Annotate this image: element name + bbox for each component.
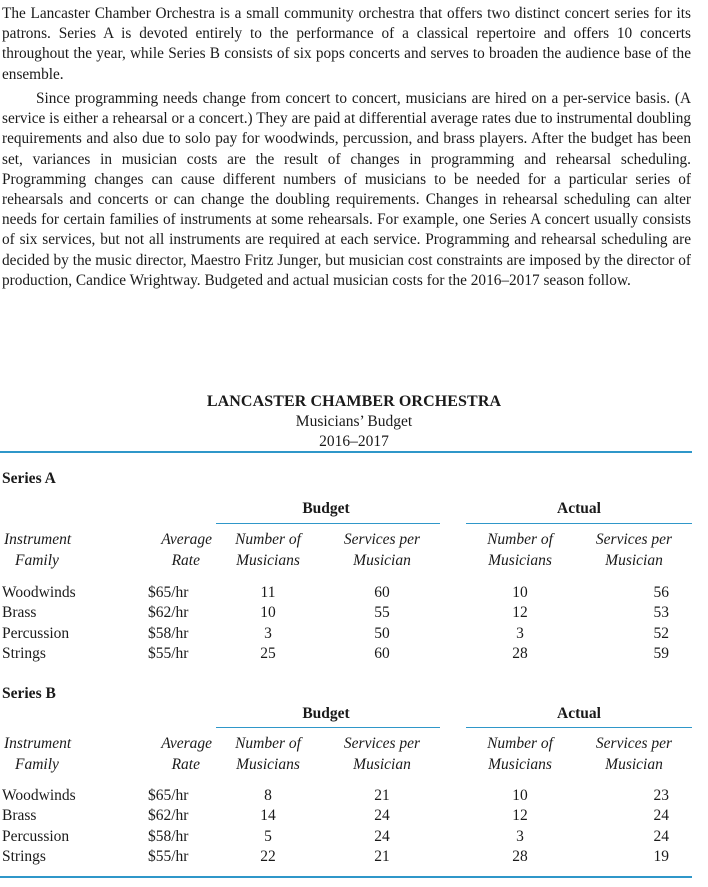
table-cell: 53 [653, 604, 669, 622]
series-b-budget-heading: Budget [302, 705, 350, 722]
table-subtitle: Musicians’ Budget [295, 413, 413, 430]
series-a-label: Series A [2, 470, 56, 487]
table-cell: 25 [260, 644, 276, 662]
series-a-header-actual-services: Services per Musician [595, 531, 673, 569]
table-cell: 59 [653, 644, 669, 662]
series-b-actual-heading: Actual [557, 705, 601, 722]
series-a-header-instrument-family: Instrument Family [4, 531, 72, 569]
table-cell: Brass [2, 807, 37, 825]
series-b-label: Series B [2, 685, 56, 702]
table-cell: 56 [653, 584, 669, 601]
table-cell: 24 [374, 807, 390, 825]
table-cell: 22 [260, 847, 276, 865]
table-season: 2016–2017 [319, 433, 389, 450]
table-cell: 24 [374, 827, 390, 845]
intro-paragraph-1: The Lancaster Chamber Orchestra is a small community orchestra that offers two distinct concert series for its patrons. Series A is devoted entirely to the performance of a classical repertoire and offers 10 concerts throughout the year, while Series B consists of six pops concerts and serves to broaden the audience base of the ensemble. [2, 5, 691, 83]
table-cell: 8 [264, 787, 272, 804]
table-cell: 12 [512, 807, 528, 825]
table-cell: 3 [264, 624, 272, 642]
series-b-header-budget-services: Services per Musician [343, 735, 421, 773]
table-cell: $65/hr [148, 787, 189, 804]
table-top-rule [0, 451, 692, 453]
table-cell: 19 [653, 847, 669, 865]
series-a-header-average-rate: Average Rate [161, 531, 212, 569]
table-cell: 10 [512, 787, 528, 804]
table-cell: 23 [653, 787, 669, 804]
table-bottom-rule [0, 876, 692, 878]
table-cell: 5 [264, 827, 272, 845]
series-a-rate-column [148, 583, 188, 664]
table-cell: 28 [512, 847, 528, 865]
table-cell: 60 [374, 644, 390, 662]
table-cell: 24 [653, 807, 669, 825]
table-cell: $62/hr [148, 604, 189, 622]
table-cell: 3 [516, 624, 524, 642]
series-b-rate-column [148, 786, 188, 867]
table-cell: 60 [374, 584, 390, 601]
series-a-budget-underline [216, 523, 440, 524]
series-b-header-average-rate: Average Rate [161, 735, 212, 773]
series-b-header-budget-musicians: Number of Musicians [235, 735, 301, 773]
table-cell: 10 [260, 604, 276, 622]
table-cell: $58/hr [148, 827, 189, 845]
table-cell: $55/hr [148, 847, 189, 865]
series-b-budget-musicians-column [238, 786, 298, 867]
series-b-header-actual-services: Services per Musician [595, 735, 673, 773]
series-a-budget-services-column [352, 583, 412, 664]
series-a-budget-musicians-column [238, 583, 298, 664]
series-a-actual-musicians-column [490, 583, 550, 664]
table-cell: 14 [260, 807, 276, 825]
table-cell: 12 [512, 604, 528, 622]
series-b-budget-underline [216, 727, 440, 728]
series-b-actual-services-column [612, 786, 669, 867]
table-cell: 24 [653, 827, 669, 845]
table-cell: 21 [374, 847, 390, 865]
table-cell: 21 [374, 787, 390, 804]
series-a-actual-underline [466, 523, 692, 524]
series-a-family-column [2, 583, 76, 664]
series-b-actual-underline [466, 727, 692, 728]
table-cell: $65/hr [148, 584, 189, 601]
series-a-header-budget-musicians: Number of Musicians [235, 531, 301, 569]
table-cell: 10 [512, 584, 528, 601]
series-b-family-column [2, 786, 76, 867]
table-cell: 11 [260, 584, 276, 601]
series-a-actual-heading: Actual [557, 500, 601, 517]
table-cell: 3 [516, 827, 524, 845]
table-cell: 50 [374, 624, 390, 642]
series-b-actual-musicians-column [490, 786, 550, 867]
table-cell: 55 [374, 604, 390, 622]
table-cell: Woodwinds [2, 787, 76, 804]
series-a-actual-services-column [612, 583, 669, 664]
series-b-header-instrument-family: Instrument Family [4, 735, 72, 773]
series-a-budget-heading: Budget [302, 500, 350, 517]
table-cell: $62/hr [148, 807, 189, 825]
table-cell: Percussion [2, 827, 70, 845]
table-cell: 28 [512, 644, 528, 662]
series-b-budget-services-column [352, 786, 412, 867]
table-cell: Brass [2, 604, 37, 622]
table-cell: Percussion [2, 624, 70, 642]
series-a-header-budget-services: Services per Musician [343, 531, 421, 569]
table-title: LANCASTER CHAMBER ORCHESTRA [206, 393, 502, 410]
table-cell: 52 [653, 624, 669, 642]
intro-paragraph-2: Since programming needs change from concert to concert, musicians are hired on a per-service basis. (A service is either a rehearsal or a concert.) They are paid at differential average rates due to instrumental doubling requirements and also due to solo pay for woodwinds, percussion, and brass players. After the budget has been set, variances in musician costs are the result of changes in programming and rehearsal scheduling. Programming changes can cause different numbers of musicians to be needed for a particular series of rehearsals and concerts or can change the doubling requirements. Changes in rehearsal scheduling can alter needs for certain families of instruments at some rehearsals. For example, one Series A concert usually consists of six services, but not all instruments are required at each service. Programming and rehearsal scheduling are decided by the music director, Maestro Fritz Junger, but musician cost constraints are imposed by the director of production, Candice Wrightway. Budgeted and actual musician costs for the 2016–2017 season follow. [2, 90, 691, 289]
table-cell: Strings [2, 847, 46, 865]
table-cell: $55/hr [148, 644, 189, 662]
table-cell: Woodwinds [2, 584, 76, 601]
table-cell: Strings [2, 644, 46, 662]
series-b-header-actual-musicians: Number of Musicians [487, 735, 553, 773]
table-cell: $58/hr [148, 624, 189, 642]
table-title-block [0, 391, 708, 452]
series-a-header-actual-musicians: Number of Musicians [487, 531, 553, 569]
